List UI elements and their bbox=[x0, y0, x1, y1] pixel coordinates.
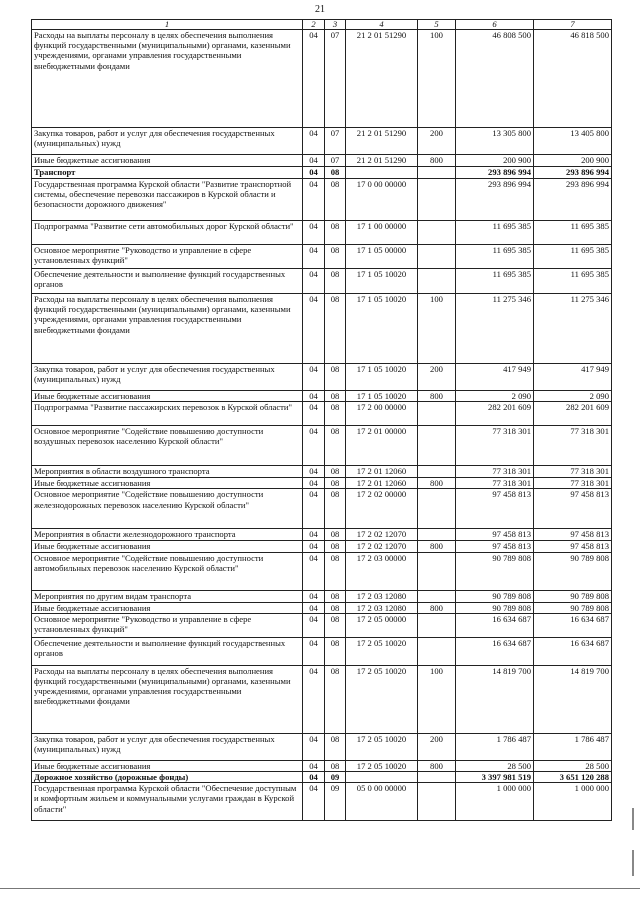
cell-expense-type bbox=[418, 590, 456, 602]
cell-section: 04 bbox=[303, 167, 325, 179]
table-row bbox=[32, 760, 612, 771]
cell-amount-year1: 90 789 808 bbox=[456, 552, 534, 590]
cell-name: Основное мероприятие "Содействие повышению доступности железнодорожных перевозок населению Курской области" bbox=[32, 489, 303, 529]
cell-target-code bbox=[346, 772, 418, 783]
cell-section: 04 bbox=[303, 478, 325, 489]
table-row bbox=[32, 733, 612, 760]
cell-amount-year2: 90 789 808 bbox=[534, 602, 612, 613]
cell-section: 04 bbox=[303, 552, 325, 590]
cell-amount-year1: 282 201 609 bbox=[456, 402, 534, 426]
cell-target-code: 21 2 01 51290 bbox=[346, 128, 418, 155]
cell-amount-year2: 28 500 bbox=[534, 760, 612, 771]
table-row bbox=[32, 426, 612, 466]
table-row bbox=[32, 772, 612, 783]
table-row bbox=[32, 529, 612, 541]
cell-name: Подпрограмма "Развитие пассажирских перевозок в Курской области" bbox=[32, 402, 303, 426]
cell-target-code: 17 2 00 00000 bbox=[346, 402, 418, 426]
cell-amount-year2: 1 000 000 bbox=[534, 783, 612, 821]
header-col-4: 4 bbox=[346, 20, 418, 30]
cell-amount-year1: 28 500 bbox=[456, 760, 534, 771]
cell-amount-year2: 77 318 301 bbox=[534, 466, 612, 478]
cell-amount-year1: 77 318 301 bbox=[456, 466, 534, 478]
cell-name: Основное мероприятие "Содействие повышению доступности автомобильных перевозок населению Курской области" bbox=[32, 552, 303, 590]
cell-expense-type bbox=[418, 402, 456, 426]
cell-name: Транспорт bbox=[32, 167, 303, 179]
cell-expense-type: 800 bbox=[418, 602, 456, 613]
cell-name: Обеспечение деятельности и выполнение функций государственных органов bbox=[32, 637, 303, 665]
table-row bbox=[32, 637, 612, 665]
cell-amount-year2: 11 695 385 bbox=[534, 221, 612, 245]
cell-amount-year2: 2 090 bbox=[534, 391, 612, 402]
cell-target-code: 17 1 05 10020 bbox=[346, 294, 418, 364]
cell-amount-year1: 1 000 000 bbox=[456, 783, 534, 821]
cell-expense-type bbox=[418, 783, 456, 821]
cell-subsection: 09 bbox=[325, 772, 346, 783]
cell-section: 04 bbox=[303, 590, 325, 602]
cell-name: Иные бюджетные ассигнования bbox=[32, 760, 303, 771]
table-row bbox=[32, 294, 612, 364]
cell-amount-year1: 77 318 301 bbox=[456, 426, 534, 466]
table-row bbox=[32, 221, 612, 245]
cell-target-code: 17 2 05 10020 bbox=[346, 637, 418, 665]
cell-subsection: 08 bbox=[325, 665, 346, 733]
cell-subsection: 08 bbox=[325, 221, 346, 245]
cell-target-code: 17 2 03 12080 bbox=[346, 602, 418, 613]
table-row bbox=[32, 30, 612, 128]
cell-target-code: 17 2 02 00000 bbox=[346, 489, 418, 529]
cell-subsection: 08 bbox=[325, 466, 346, 478]
cell-amount-year1: 16 634 687 bbox=[456, 613, 534, 637]
cell-target-code: 17 2 01 12060 bbox=[346, 478, 418, 489]
cell-amount-year2: 97 458 813 bbox=[534, 541, 612, 552]
cell-amount-year2: 293 896 994 bbox=[534, 179, 612, 221]
cell-amount-year1: 3 397 981 519 bbox=[456, 772, 534, 783]
table-row bbox=[32, 489, 612, 529]
table-row bbox=[32, 179, 612, 221]
cell-subsection: 07 bbox=[325, 30, 346, 128]
cell-expense-type bbox=[418, 179, 456, 221]
cell-target-code: 17 1 05 10020 bbox=[346, 269, 418, 294]
cell-name: Мероприятия в области воздушного транспорта bbox=[32, 466, 303, 478]
cell-amount-year1: 293 896 994 bbox=[456, 167, 534, 179]
cell-target-code: 17 2 03 00000 bbox=[346, 552, 418, 590]
cell-section: 04 bbox=[303, 179, 325, 221]
cell-name: Дорожное хозяйство (дорожные фонды) bbox=[32, 772, 303, 783]
cell-amount-year1: 90 789 808 bbox=[456, 602, 534, 613]
table-row bbox=[32, 602, 612, 613]
cell-target-code: 17 2 01 12060 bbox=[346, 466, 418, 478]
cell-expense-type: 800 bbox=[418, 391, 456, 402]
cell-subsection: 08 bbox=[325, 637, 346, 665]
cell-amount-year1: 46 808 500 bbox=[456, 30, 534, 128]
cell-section: 04 bbox=[303, 128, 325, 155]
table-row bbox=[32, 665, 612, 733]
table-row bbox=[32, 269, 612, 294]
cell-amount-year1: 1 786 487 bbox=[456, 733, 534, 760]
cell-amount-year2: 90 789 808 bbox=[534, 590, 612, 602]
cell-amount-year2: 97 458 813 bbox=[534, 489, 612, 529]
cell-amount-year2: 90 789 808 bbox=[534, 552, 612, 590]
cell-name: Государственная программа Курской области "Обеспечение доступным и комфортным жильем и коммунальными услугами граждан в Курской области" bbox=[32, 783, 303, 821]
cell-name: Иные бюджетные ассигнования bbox=[32, 391, 303, 402]
cell-section: 04 bbox=[303, 269, 325, 294]
cell-name: Расходы на выплаты персоналу в целях обеспечения выполнения функций государственными (муниципальными) органами, казенными учреждениями, органами управления государственными внебюджетными фондами bbox=[32, 30, 303, 128]
cell-section: 04 bbox=[303, 466, 325, 478]
cell-section: 04 bbox=[303, 294, 325, 364]
cell-amount-year1: 11 695 385 bbox=[456, 221, 534, 245]
cell-name: Иные бюджетные ассигнования bbox=[32, 478, 303, 489]
cell-target-code: 17 1 05 10020 bbox=[346, 364, 418, 391]
cell-expense-type: 100 bbox=[418, 294, 456, 364]
cell-name: Основное мероприятие "Руководство и управление в сфере установленных функций" bbox=[32, 245, 303, 269]
cell-amount-year2: 11 695 385 bbox=[534, 245, 612, 269]
cell-section: 04 bbox=[303, 402, 325, 426]
cell-amount-year2: 14 819 700 bbox=[534, 665, 612, 733]
cell-amount-year2: 77 318 301 bbox=[534, 426, 612, 466]
cell-expense-type bbox=[418, 245, 456, 269]
cell-name: Закупка товаров, работ и услуг для обеспечения государственных (муниципальных) нужд bbox=[32, 733, 303, 760]
cell-amount-year2: 16 634 687 bbox=[534, 613, 612, 637]
cell-section: 04 bbox=[303, 221, 325, 245]
table-row bbox=[32, 552, 612, 590]
table-row bbox=[32, 590, 612, 602]
budget-table bbox=[31, 19, 612, 821]
cell-section: 04 bbox=[303, 602, 325, 613]
table-row bbox=[32, 155, 612, 167]
cell-amount-year2: 46 818 500 bbox=[534, 30, 612, 128]
cell-amount-year1: 11 695 385 bbox=[456, 269, 534, 294]
cell-amount-year2: 97 458 813 bbox=[534, 529, 612, 541]
table-row bbox=[32, 245, 612, 269]
cell-subsection: 08 bbox=[325, 733, 346, 760]
page-number: 21 bbox=[315, 4, 325, 15]
cell-section: 04 bbox=[303, 30, 325, 128]
table-row bbox=[32, 128, 612, 155]
cell-target-code: 17 2 05 00000 bbox=[346, 613, 418, 637]
cell-section: 04 bbox=[303, 541, 325, 552]
cell-amount-year2: 11 695 385 bbox=[534, 269, 612, 294]
cell-expense-type bbox=[418, 529, 456, 541]
header-col-5: 5 bbox=[418, 20, 456, 30]
page-bottom-rule bbox=[0, 888, 640, 889]
cell-expense-type: 100 bbox=[418, 30, 456, 128]
cell-target-code: 17 1 05 10020 bbox=[346, 391, 418, 402]
cell-expense-type: 800 bbox=[418, 541, 456, 552]
table-row bbox=[32, 167, 612, 179]
cell-name: Основное мероприятие "Содействие повышению доступности воздушных перевозок населению Курской области" bbox=[32, 426, 303, 466]
cell-subsection: 08 bbox=[325, 179, 346, 221]
cell-target-code: 21 2 01 51290 bbox=[346, 155, 418, 167]
cell-subsection: 08 bbox=[325, 541, 346, 552]
scan-edge-mark bbox=[632, 850, 634, 876]
cell-name: Закупка товаров, работ и услуг для обеспечения государственных (муниципальных) нужд bbox=[32, 364, 303, 391]
cell-expense-type: 200 bbox=[418, 128, 456, 155]
cell-target-code: 05 0 00 00000 bbox=[346, 783, 418, 821]
scan-edge-mark bbox=[632, 808, 634, 830]
cell-name: Основное мероприятие "Руководство и управление в сфере установленных функций" bbox=[32, 613, 303, 637]
cell-section: 04 bbox=[303, 783, 325, 821]
table-row bbox=[32, 364, 612, 391]
cell-target-code: 21 2 01 51290 bbox=[346, 30, 418, 128]
cell-expense-type bbox=[418, 221, 456, 245]
table-header-row bbox=[32, 20, 612, 30]
cell-amount-year2: 13 405 800 bbox=[534, 128, 612, 155]
cell-expense-type: 200 bbox=[418, 733, 456, 760]
cell-amount-year1: 14 819 700 bbox=[456, 665, 534, 733]
cell-name: Расходы на выплаты персоналу в целях обеспечения выполнения функций государственными (муниципальными) органами, казенными учреждениями, органами управления государственными внебюджетными фондами bbox=[32, 665, 303, 733]
cell-expense-type: 800 bbox=[418, 155, 456, 167]
table-row bbox=[32, 783, 612, 821]
cell-name: Расходы на выплаты персоналу в целях обеспечения выполнения функций государственными (муниципальными) органами, казенными учреждениями, органами управления государственными внебюджетными фондами bbox=[32, 294, 303, 364]
cell-section: 04 bbox=[303, 637, 325, 665]
cell-subsection: 08 bbox=[325, 602, 346, 613]
cell-subsection: 08 bbox=[325, 426, 346, 466]
cell-target-code: 17 2 05 10020 bbox=[346, 733, 418, 760]
header-col-1: 1 bbox=[32, 20, 303, 30]
cell-amount-year2: 282 201 609 bbox=[534, 402, 612, 426]
cell-section: 04 bbox=[303, 391, 325, 402]
cell-amount-year2: 417 949 bbox=[534, 364, 612, 391]
cell-target-code: 17 1 05 00000 bbox=[346, 245, 418, 269]
cell-name: Иные бюджетные ассигнования bbox=[32, 541, 303, 552]
cell-section: 04 bbox=[303, 772, 325, 783]
cell-amount-year1: 11 275 346 bbox=[456, 294, 534, 364]
cell-target-code: 17 2 05 10020 bbox=[346, 760, 418, 771]
cell-name: Подпрограмма "Развитие сети автомобильных дорог Курской области" bbox=[32, 221, 303, 245]
cell-subsection: 08 bbox=[325, 364, 346, 391]
cell-expense-type: 200 bbox=[418, 364, 456, 391]
cell-subsection: 07 bbox=[325, 155, 346, 167]
table-row bbox=[32, 402, 612, 426]
cell-section: 04 bbox=[303, 613, 325, 637]
cell-subsection: 08 bbox=[325, 529, 346, 541]
cell-name: Иные бюджетные ассигнования bbox=[32, 602, 303, 613]
cell-amount-year1: 2 090 bbox=[456, 391, 534, 402]
cell-subsection: 08 bbox=[325, 489, 346, 529]
cell-expense-type bbox=[418, 613, 456, 637]
cell-amount-year1: 11 695 385 bbox=[456, 245, 534, 269]
cell-amount-year1: 13 305 800 bbox=[456, 128, 534, 155]
cell-subsection: 08 bbox=[325, 269, 346, 294]
cell-amount-year1: 16 634 687 bbox=[456, 637, 534, 665]
cell-name: Обеспечение деятельности и выполнение функций государственных органов bbox=[32, 269, 303, 294]
cell-subsection: 08 bbox=[325, 613, 346, 637]
header-col-7: 7 bbox=[534, 20, 612, 30]
table-body bbox=[32, 30, 612, 821]
cell-section: 04 bbox=[303, 529, 325, 541]
cell-amount-year1: 97 458 813 bbox=[456, 529, 534, 541]
cell-expense-type bbox=[418, 466, 456, 478]
cell-amount-year2: 16 634 687 bbox=[534, 637, 612, 665]
cell-target-code: 17 1 00 00000 bbox=[346, 221, 418, 245]
cell-expense-type bbox=[418, 489, 456, 529]
cell-amount-year2: 3 651 120 288 bbox=[534, 772, 612, 783]
cell-amount-year2: 11 275 346 bbox=[534, 294, 612, 364]
cell-amount-year1: 417 949 bbox=[456, 364, 534, 391]
header-col-6: 6 bbox=[456, 20, 534, 30]
cell-section: 04 bbox=[303, 364, 325, 391]
cell-amount-year1: 90 789 808 bbox=[456, 590, 534, 602]
cell-amount-year1: 97 458 813 bbox=[456, 541, 534, 552]
cell-amount-year1: 97 458 813 bbox=[456, 489, 534, 529]
cell-subsection: 08 bbox=[325, 294, 346, 364]
cell-name: Иные бюджетные ассигнования bbox=[32, 155, 303, 167]
cell-name: Государственная программа Курской области "Развитие транспортной системы, обеспечение перевозки пассажиров в Курской области и безопасности дорожного движения" bbox=[32, 179, 303, 221]
cell-amount-year2: 77 318 301 bbox=[534, 478, 612, 489]
cell-subsection: 08 bbox=[325, 167, 346, 179]
cell-expense-type bbox=[418, 637, 456, 665]
cell-name: Мероприятия по другим видам транспорта bbox=[32, 590, 303, 602]
cell-amount-year1: 77 318 301 bbox=[456, 478, 534, 489]
cell-subsection: 08 bbox=[325, 760, 346, 771]
cell-name: Мероприятия в области железнодорожного транспорта bbox=[32, 529, 303, 541]
table-row bbox=[32, 466, 612, 478]
cell-section: 04 bbox=[303, 245, 325, 269]
cell-amount-year1: 200 900 bbox=[456, 155, 534, 167]
cell-subsection: 09 bbox=[325, 783, 346, 821]
table-row bbox=[32, 541, 612, 552]
cell-target-code: 17 0 00 00000 bbox=[346, 179, 418, 221]
cell-target-code: 17 2 03 12080 bbox=[346, 590, 418, 602]
cell-expense-type bbox=[418, 552, 456, 590]
cell-section: 04 bbox=[303, 155, 325, 167]
cell-expense-type: 800 bbox=[418, 478, 456, 489]
header-col-2: 2 bbox=[303, 20, 325, 30]
cell-name: Закупка товаров, работ и услуг для обеспечения государственных (муниципальных) нужд bbox=[32, 128, 303, 155]
cell-amount-year1: 293 896 994 bbox=[456, 179, 534, 221]
header-col-3: 3 bbox=[325, 20, 346, 30]
table-row bbox=[32, 478, 612, 489]
cell-expense-type bbox=[418, 269, 456, 294]
cell-section: 04 bbox=[303, 489, 325, 529]
cell-section: 04 bbox=[303, 665, 325, 733]
cell-target-code: 17 2 05 10020 bbox=[346, 665, 418, 733]
cell-expense-type: 100 bbox=[418, 665, 456, 733]
cell-section: 04 bbox=[303, 760, 325, 771]
cell-subsection: 08 bbox=[325, 478, 346, 489]
table-row bbox=[32, 613, 612, 637]
cell-subsection: 07 bbox=[325, 128, 346, 155]
table-row bbox=[32, 391, 612, 402]
cell-expense-type: 800 bbox=[418, 760, 456, 771]
cell-amount-year2: 1 786 487 bbox=[534, 733, 612, 760]
cell-expense-type bbox=[418, 167, 456, 179]
cell-subsection: 08 bbox=[325, 552, 346, 590]
cell-subsection: 08 bbox=[325, 245, 346, 269]
cell-amount-year2: 293 896 994 bbox=[534, 167, 612, 179]
cell-subsection: 08 bbox=[325, 590, 346, 602]
cell-target-code: 17 2 02 12070 bbox=[346, 529, 418, 541]
cell-expense-type bbox=[418, 772, 456, 783]
cell-target-code bbox=[346, 167, 418, 179]
cell-subsection: 08 bbox=[325, 391, 346, 402]
cell-section: 04 bbox=[303, 733, 325, 760]
cell-section: 04 bbox=[303, 426, 325, 466]
cell-amount-year2: 200 900 bbox=[534, 155, 612, 167]
cell-target-code: 17 2 01 00000 bbox=[346, 426, 418, 466]
cell-subsection: 08 bbox=[325, 402, 346, 426]
cell-target-code: 17 2 02 12070 bbox=[346, 541, 418, 552]
cell-expense-type bbox=[418, 426, 456, 466]
